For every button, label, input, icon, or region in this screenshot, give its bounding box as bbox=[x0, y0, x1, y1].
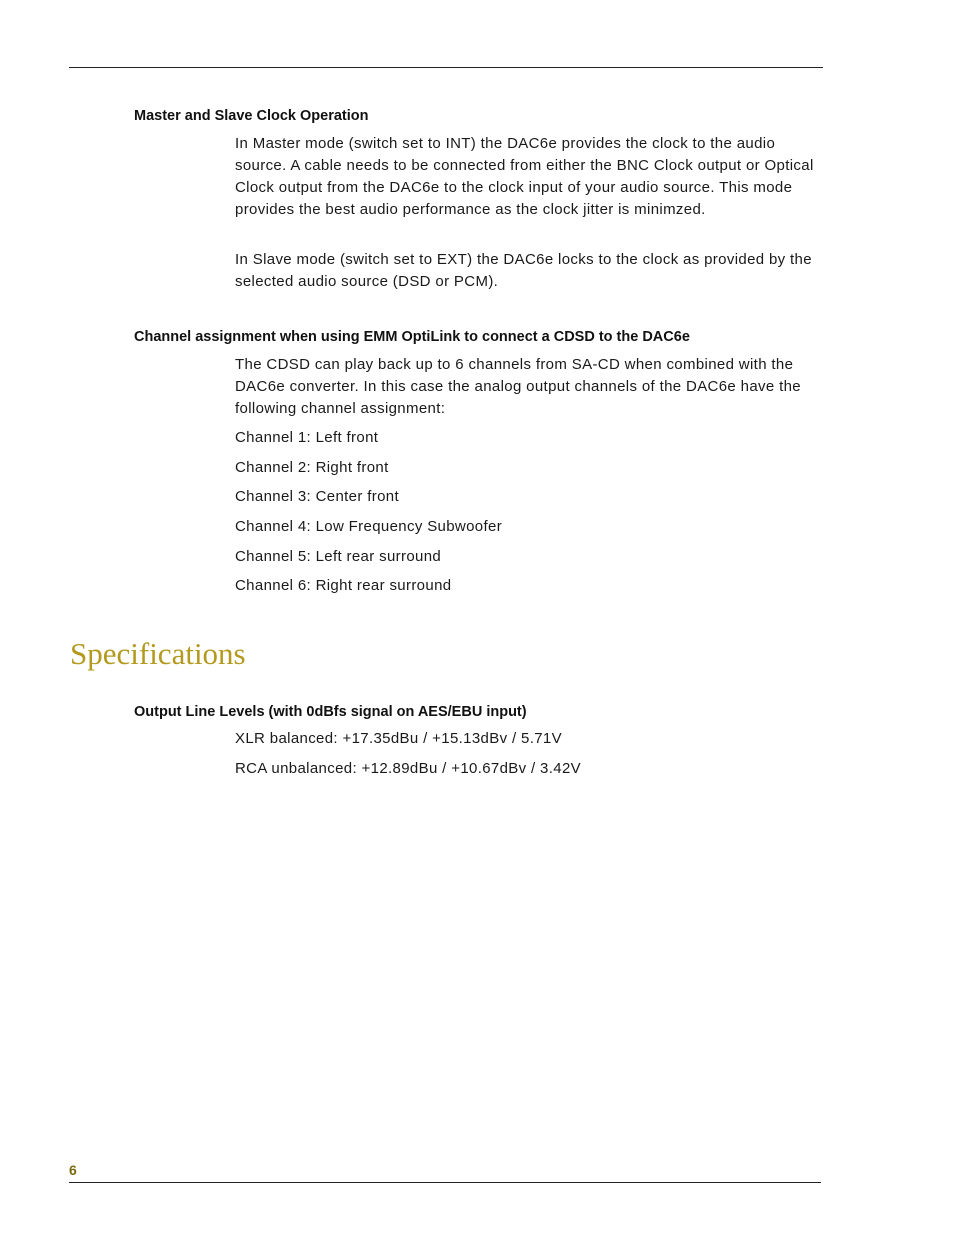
xlr-level: XLR balanced: +17.35dBu / +15.13dBv / 5.71V bbox=[235, 730, 562, 747]
channel-item: Channel 5: Left rear surround bbox=[235, 548, 442, 565]
specifications-title: Specifications bbox=[70, 636, 246, 671]
channel-item: Channel 1: Left front bbox=[235, 429, 379, 446]
channel-assignment-intro: The CDSD can play back up to 6 channels from SA-CD when combined with the DAC6e converter. In this case the analog output channels of the DAC6e have the following channel assignment: bbox=[235, 356, 801, 417]
channel-assignment-heading: Channel assignment when using EMM OptiLink to connect a CDSD to the DAC6e bbox=[134, 329, 690, 345]
master-mode-paragraph: In Master mode (switch set to INT) the DAC6e provides the clock to the audio source. A cable needs to be connected from either the BNC Clock output or Optical Clock output from the DAC6e to the clock input of your audio source. This mode provides the best audio performance as the clock jitter is minimzed. bbox=[235, 135, 814, 218]
channel-item: Channel 6: Right rear surround bbox=[235, 577, 452, 594]
slave-mode-paragraph: In Slave mode (switch set to EXT) the DAC6e locks to the clock as provided by the selected audio source (DSD or PCM). bbox=[235, 251, 812, 290]
rca-level: RCA unbalanced: +12.89dBu / +10.67dBv / 3.42V bbox=[235, 760, 581, 777]
header-rule bbox=[69, 67, 823, 68]
output-levels-heading: Output Line Levels (with 0dBfs signal on AES/EBU input) bbox=[134, 704, 527, 720]
channel-item: Channel 3: Center front bbox=[235, 488, 399, 505]
channel-item: Channel 2: Right front bbox=[235, 459, 389, 476]
footer-rule bbox=[69, 1182, 821, 1183]
page-number: 6 bbox=[69, 1162, 77, 1178]
channel-item: Channel 4: Low Frequency Subwoofer bbox=[235, 518, 503, 535]
master-slave-heading: Master and Slave Clock Operation bbox=[134, 108, 369, 124]
